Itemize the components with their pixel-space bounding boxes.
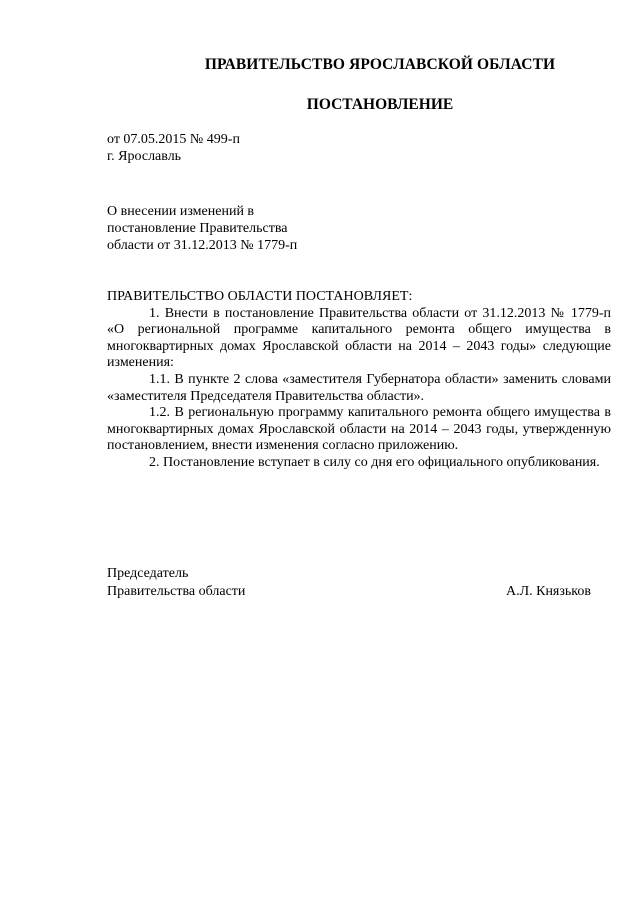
document-body: [107, 289, 611, 472]
paragraph-1: 1. Внести в постановление Правительства области от 31.12.2013 № 1779-п «О региональной программе капитального ремонта общего имущества в многоквартирных домах Ярославской области на 2014 – 2043 годы» следующие изменения:: [107, 305, 611, 371]
document-subject: [107, 203, 407, 254]
document-type-title: ПОСТАНОВЛЕНИЕ: [306, 96, 454, 113]
document-meta: [107, 131, 407, 165]
subject-line: области от 31.12.2013 № 1779-п: [107, 238, 298, 253]
signature-block: [107, 565, 591, 601]
date-number: от 07.05.2015 № 499-п: [107, 132, 240, 147]
signatory-name: А.Л. Князьков: [506, 584, 591, 599]
signatory-position-line2: Правительства области: [107, 584, 246, 599]
subject-line: постановление Правительства: [107, 221, 288, 236]
paragraph-1-1: 1.1. В пункте 2 слова «заместителя Губернатора области» заменить словами «заместителя Председателя Правительства области».: [107, 371, 611, 404]
government-title: ПРАВИТЕЛЬСТВО ЯРОСЛАВСКОЙ ОБЛАСТИ: [204, 56, 556, 73]
signature-row: [107, 583, 591, 601]
paragraph-1-2: 1.2. В региональную программу капитального ремонта общего имущества в многоквартирных домах Ярославской области на 2014 – 2043 годы, утвержденную постановлением, внести изменения согласно приложению.: [107, 405, 611, 454]
city: г. Ярославль: [107, 149, 182, 164]
subject-line: О внесении изменений в: [107, 204, 255, 219]
preamble: ПРАВИТЕЛЬСТВО ОБЛАСТИ ПОСТАНОВЛЯЕТ:: [107, 289, 413, 304]
signatory-position-line1: Председатель: [107, 566, 189, 581]
paragraph-2: 2. Постановление вступает в силу со дня его официального опубликования.: [149, 454, 600, 470]
